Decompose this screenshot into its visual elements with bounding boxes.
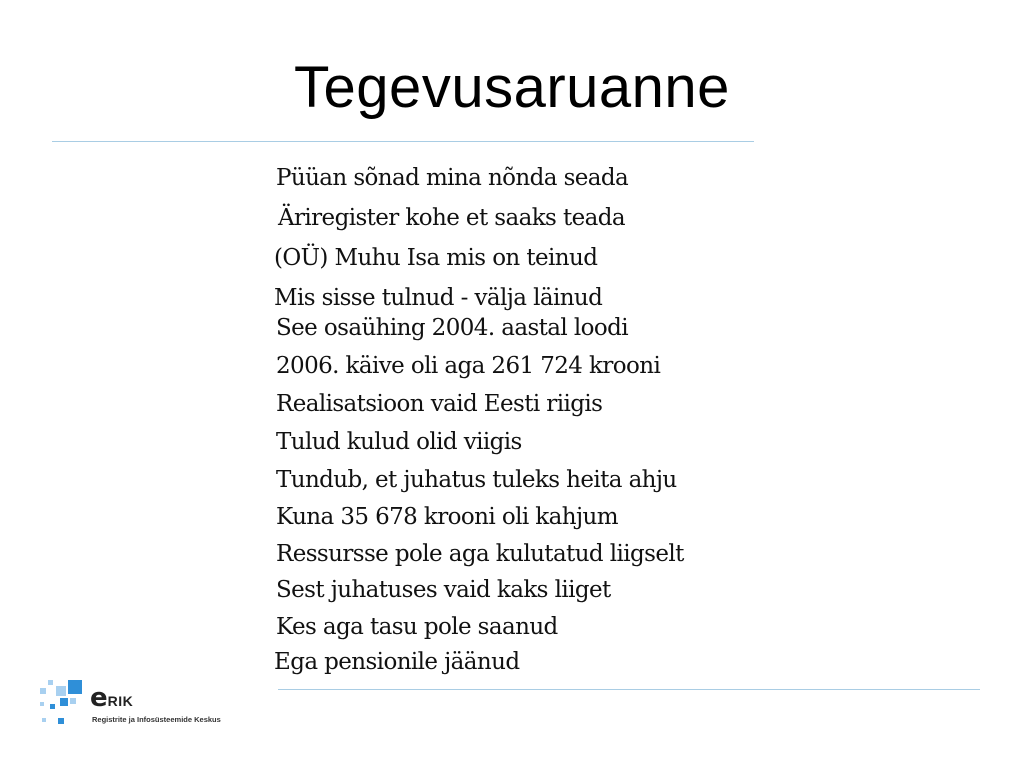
poem-line: Tundub, et juhatus tuleks heita ahju <box>276 467 677 493</box>
poem-line: (OÜ) Muhu Isa mis on teinud <box>274 245 598 271</box>
erik-logo <box>36 678 266 738</box>
logo-squares-icon <box>36 678 86 728</box>
poem-line: Äriregister kohe et saaks teada <box>278 205 625 231</box>
poem-line: Tulud kulud olid viigis <box>276 429 522 455</box>
logo-letter-e: e <box>90 683 108 713</box>
logo-wordmark <box>90 683 134 713</box>
poem-line: See osaühing 2004. aastal loodi <box>276 315 629 341</box>
poem-line: Realisatsioon vaid Eesti riigis <box>276 391 603 417</box>
footer-divider <box>278 689 980 690</box>
poem-line: Ressursse pole aga kulutatud liigselt <box>276 541 684 567</box>
poem-line: 2006. käive oli aga 261 724 krooni <box>276 353 661 379</box>
slide-title: Tegevusaruanne <box>294 55 730 120</box>
logo-subtitle: Registrite ja Infosüsteemide Keskus <box>92 715 221 724</box>
poem-line: Ega pensionile jäänud <box>274 649 520 675</box>
logo-name: RIK <box>107 693 134 709</box>
poem-line: Kes aga tasu pole saanud <box>276 614 558 640</box>
poem-line: Kuna 35 678 krooni oli kahjum <box>276 504 618 530</box>
poem-line: Püüan sõnad mina nõnda seada <box>276 165 629 191</box>
poem-line: Sest juhatuses vaid kaks liiget <box>276 577 611 603</box>
poem-line: Mis sisse tulnud - välja läinud <box>274 285 603 311</box>
